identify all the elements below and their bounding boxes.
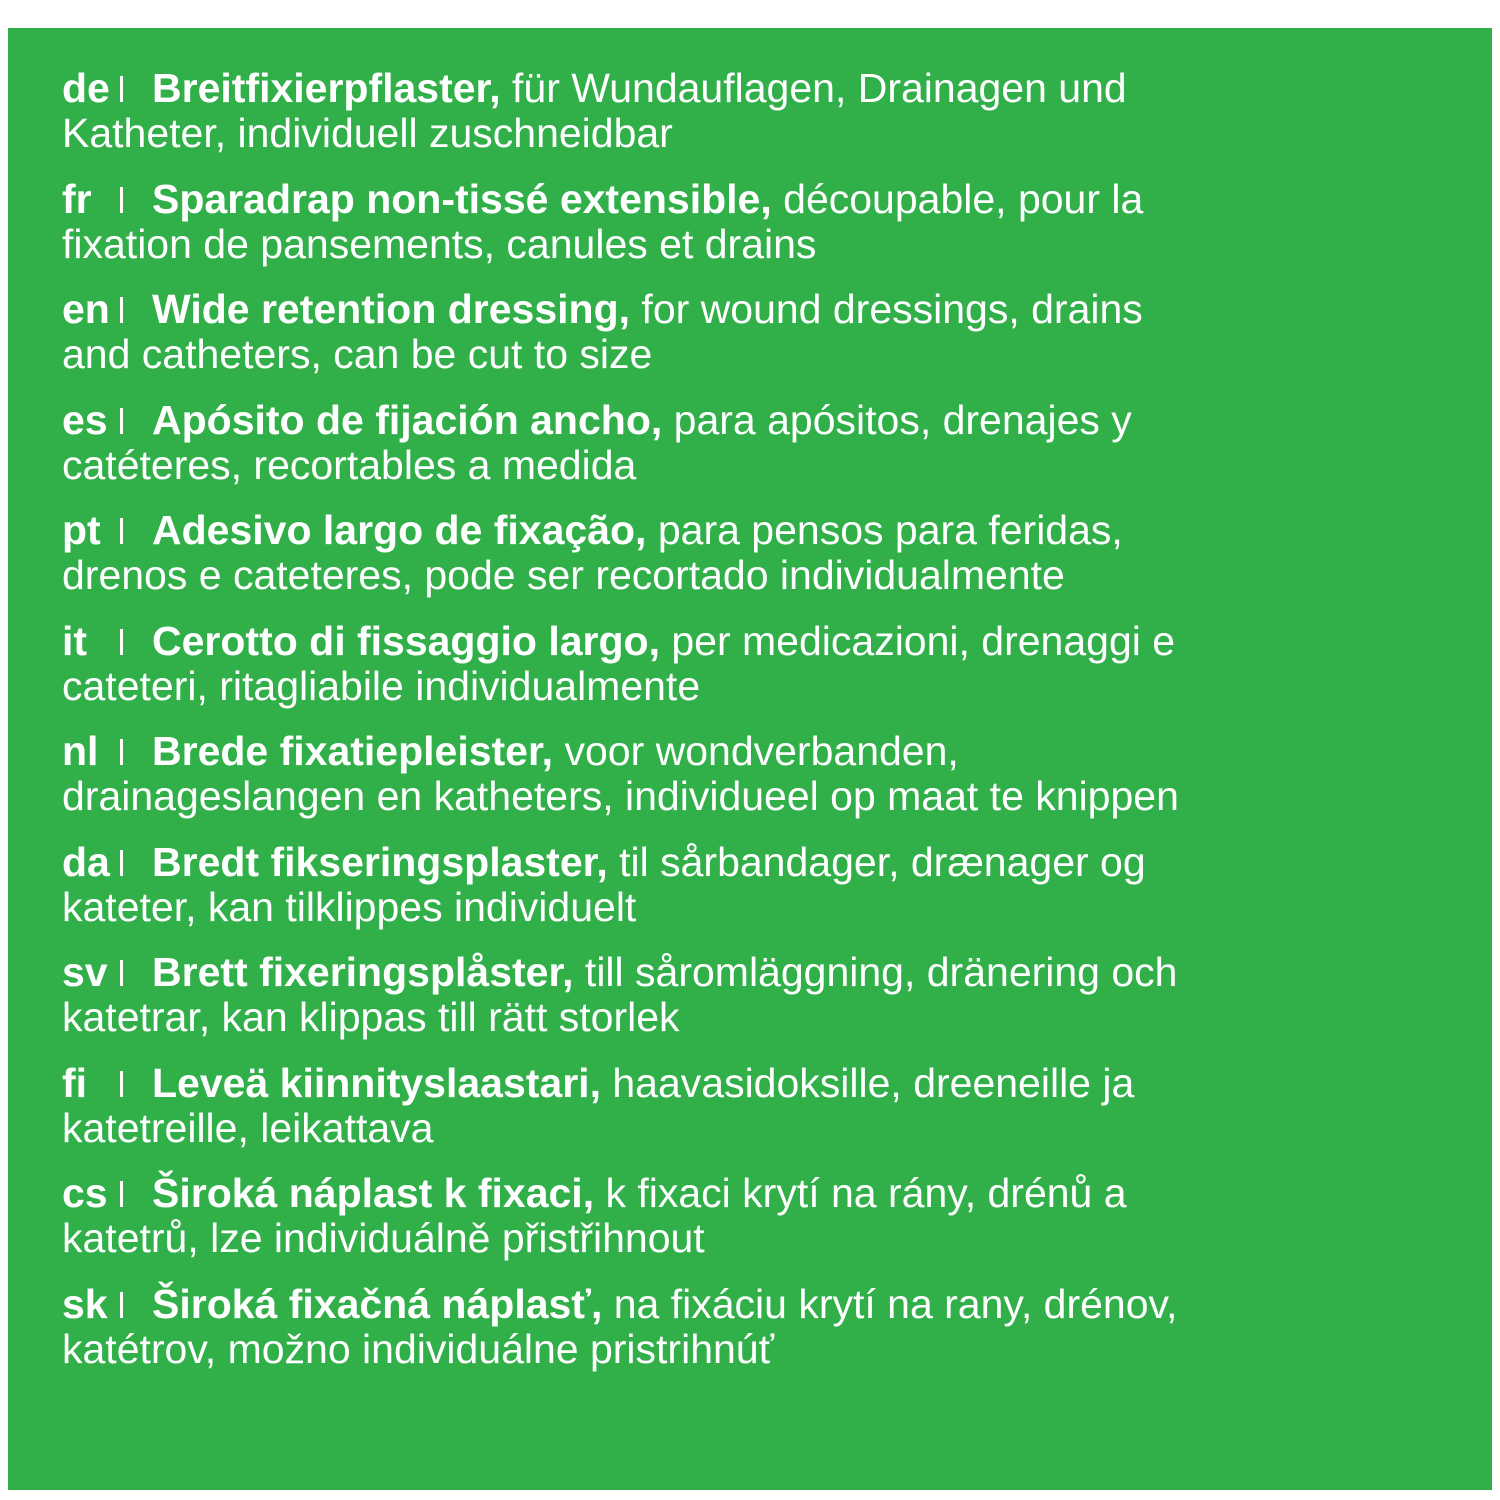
separator-bar xyxy=(120,850,123,876)
entry-fi xyxy=(62,1061,1462,1151)
language-code: nl xyxy=(62,728,99,774)
language-code: sv xyxy=(62,949,108,995)
product-title: Bredt fikseringsplaster, xyxy=(152,838,608,885)
separator-bar xyxy=(120,1071,123,1097)
entry-sv xyxy=(62,950,1462,1040)
entry-de xyxy=(62,66,1462,156)
language-code: fr xyxy=(62,175,92,222)
description-text: for wound dressings, drains xyxy=(630,286,1143,332)
entry-fr xyxy=(62,177,1462,267)
description-continuation: katetrů, lze individuálně přistřihnout xyxy=(62,1215,705,1261)
entry-pt xyxy=(62,508,1462,598)
description-text: voor wondverbanden, xyxy=(553,728,959,774)
separator-bar xyxy=(120,518,123,544)
product-title: Široká fixačná náplasť, xyxy=(152,1280,603,1327)
description-text: für Wundauflagen, Drainagen und xyxy=(500,65,1127,111)
product-title: Široká náplast k fixaci, xyxy=(152,1170,595,1216)
entry-en xyxy=(62,287,1462,377)
product-title: Wide retention dressing, xyxy=(152,286,631,332)
product-title: Apósito de fijación ancho, xyxy=(152,396,663,443)
description-text: para pensos para feridas, xyxy=(646,507,1123,553)
description-continuation: kateter, kan tilklippes individuelt xyxy=(62,883,637,930)
separator-bar xyxy=(120,76,123,102)
language-code: cs xyxy=(62,1170,108,1216)
description-continuation: katetreille, leikattava xyxy=(62,1104,434,1151)
description-text: till såromläggning, dränering och xyxy=(573,949,1178,995)
product-title: Breitfixierpflaster, xyxy=(152,65,501,111)
separator-bar xyxy=(120,1181,123,1207)
language-list xyxy=(62,66,1462,1392)
entry-sk xyxy=(62,1282,1462,1372)
separator-bar xyxy=(120,297,123,323)
product-title: Brede fixatiepleister, xyxy=(152,728,554,774)
entry-da xyxy=(62,840,1462,930)
language-code: pt xyxy=(62,507,101,553)
separator-bar xyxy=(120,1292,123,1318)
separator-bar xyxy=(120,187,123,213)
entry-cs xyxy=(62,1171,1462,1261)
separator-bar xyxy=(120,629,123,655)
description-continuation: katetrar, kan klippas till rätt storlek xyxy=(62,994,680,1040)
product-title: Sparadrap non-tissé extensible, xyxy=(152,175,772,222)
entry-es xyxy=(62,398,1462,488)
description-continuation: fixation de pansements, canules et drains xyxy=(62,220,817,267)
description-text: na fixáciu krytí na rany, drénov, xyxy=(602,1280,1178,1327)
description-text: para apósitos, drenajes y xyxy=(662,396,1132,443)
description-text: per medicazioni, drenaggi e xyxy=(659,617,1176,664)
language-code: es xyxy=(62,396,108,443)
product-title: Adesivo largo de fixação, xyxy=(152,507,647,553)
description-continuation: Katheter, individuell zuschneidbar xyxy=(62,110,673,156)
separator-bar xyxy=(120,960,123,986)
product-title: Cerotto di fissaggio largo, xyxy=(152,617,660,664)
description-continuation: cateteri, ritagliabile individualmente xyxy=(62,662,701,709)
description-continuation: drenos e cateteres, pode ser recortado individualmente xyxy=(62,552,1065,598)
language-code: it xyxy=(62,617,88,664)
entry-it xyxy=(62,619,1462,709)
separator-bar xyxy=(120,739,123,765)
language-code: en xyxy=(62,286,110,332)
packaging-panel xyxy=(8,28,1492,1490)
description-text: découpable, pour la xyxy=(771,175,1144,222)
description-text: til sårbandager, drænager og xyxy=(607,838,1146,885)
language-code: sk xyxy=(62,1280,108,1327)
separator-bar xyxy=(120,408,123,434)
description-continuation: katétrov, možno individuálne pristrihnúť xyxy=(62,1325,774,1372)
entry-nl xyxy=(62,729,1462,819)
language-code: fi xyxy=(62,1059,88,1106)
product-title: Leveä kiinnityslaastari, xyxy=(152,1059,601,1106)
description-text: haavasidoksille, dreeneille ja xyxy=(600,1059,1135,1106)
description-continuation: catéteres, recortables a medida xyxy=(62,441,637,488)
description-text: k fixaci krytí na rány, drénů a xyxy=(594,1170,1127,1216)
description-continuation: and catheters, can be cut to size xyxy=(62,331,653,377)
description-continuation: drainageslangen en katheters, individueel op maat te knippen xyxy=(62,773,1179,819)
product-title: Brett fixeringsplåster, xyxy=(152,949,574,995)
language-code: de xyxy=(62,65,110,111)
language-code: da xyxy=(62,838,110,885)
